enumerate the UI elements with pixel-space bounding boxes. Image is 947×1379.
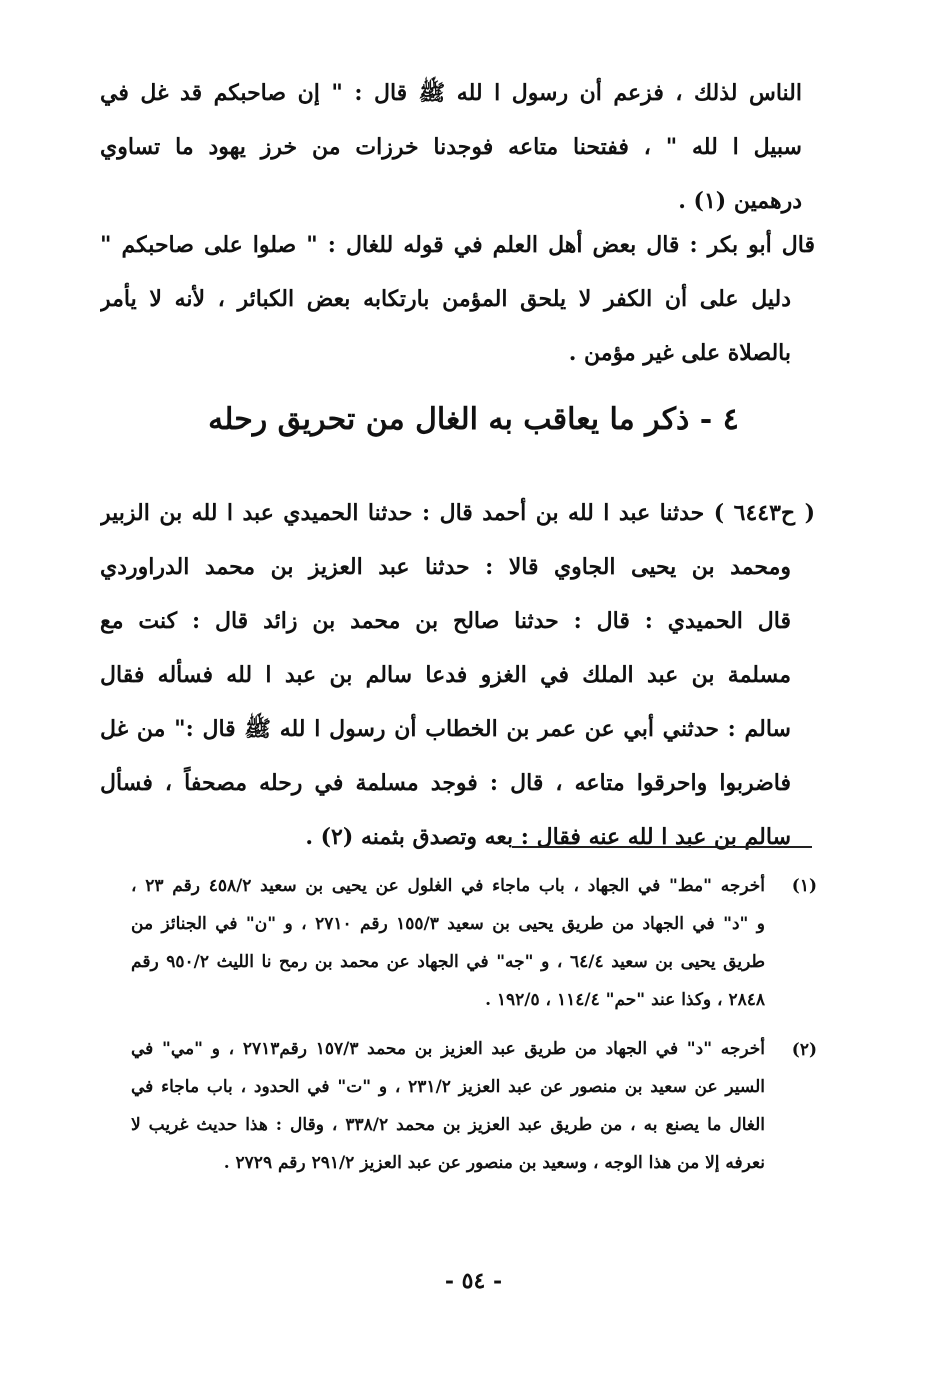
footnote-number: (١) <box>791 876 817 896</box>
section-heading: ٤ - ذكر ما يعاقب به الغال من تحريق رحله <box>208 402 739 437</box>
footnote-line: أخرجه "د" في الجهاد من طريق عبد العزيز بن محمد ١٥٧/٣ رقم٢٧١٣ ، و "مي" في <box>131 1039 765 1059</box>
footnote-line: طريق يحيى بن سعيد ٦٤/٤ ، و "جه" في الجهاد عن محمد بن رمح نا الليث ٩٥٠/٢ رقم <box>131 952 765 972</box>
text-line: الناس لذلك ، فزعم أن رسول ا لله ﷺ قال : " إن صاحبكم قد غل في <box>100 80 802 106</box>
footnote-line: الغال ما يصنع به ، من طريق عبد العزيز بن محمد ٣٣٨/٢ ، وقال : هذا حديث غريب لا <box>131 1115 765 1135</box>
comment-paragraph <box>100 218 815 380</box>
footnote-line: و "د" في الجهاد من طريق يحيى بن سعيد ١٥٥/٣ رقم ٢٧١٠ ، و "ن" في الجنائز من <box>131 914 765 934</box>
text-line: سالم : حدثني أبي عن عمر بن الخطاب أن رسول ا لله ﷺ قال :" من غل <box>100 716 791 742</box>
footnote-line: السير عن سعيد بن منصور عن عبد العزيز ٢٣١/٢ ، و "ت" في الحدود ، باب ماجاء في <box>131 1077 765 1097</box>
text-line: ومحمد بن يحيى الجاوي قالا : حدثنا عبد العزيز بن محمد الدراوردي <box>100 554 791 580</box>
footnote-line: نعرفه إلا من هذا الوجه ، وسعيد بن منصور عن عبد العزيز ٢٩١/٢ رقم ٢٧٢٩ . <box>223 1153 765 1173</box>
page-number: - ٥٤ - <box>444 1268 503 1294</box>
text-line: سبيل ا لله " ، ففتحنا متاعه فوجدنا خرزات من خرز يهود ما تساوي <box>100 134 802 160</box>
text-line: قال أبو بكر : قال بعض أهل العلم في قوله للغال : " صلوا على صاحبكم " <box>100 232 815 258</box>
footnote-number: (٢) <box>791 1040 817 1060</box>
text-line: ( ح٦٤٤٣ ) حدثنا عبد ا لله بن أحمد قال : حدثنا الحميدي عبد ا لله بن الزبير <box>100 500 815 526</box>
footnote-separator <box>512 846 812 848</box>
footnote-line: أخرجه "مط" في الجهاد ، باب ماجاء في الغلول عن يحيى بن سعيد ٤٥٨/٢ رقم ٢٣ ، <box>131 876 765 896</box>
text-line: فاضربوا واحرقوا متاعه ، قال : فوجد مسلمة في رحله مصحفاً ، فسأل <box>100 770 791 796</box>
hadith-paragraph <box>100 486 815 864</box>
footnote-2 <box>131 1030 765 1182</box>
text-line: بالصلاة على غير مؤمن . <box>568 340 791 366</box>
text-line: دليل على أن الكفر لا يلحق المؤمن بارتكابه بعض الكبائر ، لأنه لا يأمر <box>100 286 791 312</box>
top-paragraph <box>100 66 802 228</box>
text-line: سالم بن عبد ا لله عنه فقال : بعه وتصدق بثمنه (٢) . <box>305 824 791 850</box>
text-line: مسلمة بن عبد الملك في الغزو فدعا سالم بن عبد ا لله فسأله فقال <box>100 662 791 688</box>
text-line: قال الحميدي : قال : حدثنا صالح بن محمد بن زائد قال : كنت مع <box>100 608 791 634</box>
footnote-line: ٢٨٤٨ ، وكذا عند "حم" ١١٤/٤ ، ١٩٢/٥ . <box>485 990 765 1010</box>
footnote-1 <box>131 867 765 1019</box>
text-line: درهمين (١) . <box>678 188 802 214</box>
